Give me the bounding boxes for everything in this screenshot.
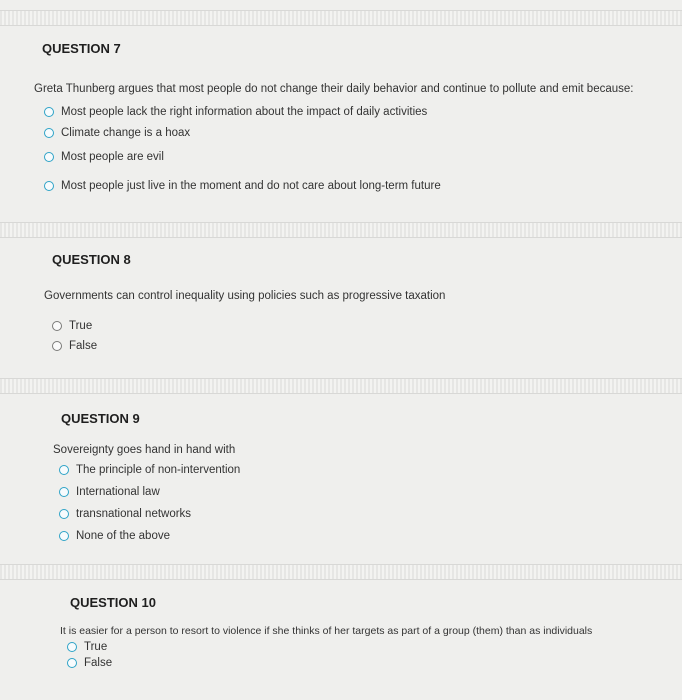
answer-option[interactable] xyxy=(44,151,164,163)
question-separator xyxy=(0,378,682,394)
question-text: Governments can control inequality using policies such as progressive taxation xyxy=(44,290,446,302)
answer-label: None of the above xyxy=(76,530,170,542)
question-title: QUESTION 10 xyxy=(70,595,156,610)
answer-option[interactable] xyxy=(52,340,97,352)
radio-button-icon[interactable] xyxy=(44,152,54,162)
answer-label: International law xyxy=(76,486,160,498)
radio-button-icon[interactable] xyxy=(67,642,77,652)
answer-option[interactable] xyxy=(59,464,240,476)
question-separator xyxy=(0,564,682,580)
answer-label: Most people are evil xyxy=(61,151,164,163)
answer-option[interactable] xyxy=(52,320,92,332)
radio-button-icon[interactable] xyxy=(59,531,69,541)
radio-button-icon[interactable] xyxy=(67,658,77,668)
question-text: Greta Thunberg argues that most people do not change their daily behavior and continue to pollute and emit because: xyxy=(34,83,634,95)
question-title: QUESTION 7 xyxy=(42,41,121,56)
answer-option[interactable] xyxy=(59,508,191,520)
radio-button-icon[interactable] xyxy=(44,181,54,191)
question-title: QUESTION 9 xyxy=(61,411,140,426)
radio-button-icon[interactable] xyxy=(59,465,69,475)
radio-button-icon[interactable] xyxy=(44,107,54,117)
answer-label: False xyxy=(69,340,98,352)
radio-button-icon[interactable] xyxy=(44,128,54,138)
answer-label: True xyxy=(84,641,108,653)
answer-label: False xyxy=(84,657,113,669)
radio-button-icon[interactable] xyxy=(59,509,69,519)
question-separator xyxy=(0,222,682,238)
answer-option[interactable] xyxy=(44,180,441,192)
question-title: QUESTION 8 xyxy=(52,252,131,267)
answer-option[interactable] xyxy=(44,127,190,139)
answer-label: Most people lack the right information about the impact of daily activities xyxy=(61,106,428,118)
answer-option[interactable] xyxy=(67,657,112,669)
answer-option[interactable] xyxy=(59,530,170,542)
radio-button-icon[interactable] xyxy=(59,487,69,497)
question-text: It is easier for a person to resort to violence if she thinks of her targets as part of a group (them) than as individuals xyxy=(60,625,593,637)
answer-label: Most people just live in the moment and do not care about long-term future xyxy=(61,180,441,192)
answer-option[interactable] xyxy=(44,106,427,118)
answer-option[interactable] xyxy=(67,641,107,653)
answer-label: The principle of non-intervention xyxy=(76,464,241,476)
radio-button-icon[interactable] xyxy=(52,341,62,351)
radio-button-icon[interactable] xyxy=(52,321,62,331)
answer-label: Climate change is a hoax xyxy=(61,127,191,139)
answer-option[interactable] xyxy=(59,486,160,498)
question-separator xyxy=(0,10,682,26)
answer-label: transnational networks xyxy=(76,508,192,520)
question-text: Sovereignty goes hand in hand with xyxy=(53,444,236,456)
answer-label: True xyxy=(69,320,93,332)
